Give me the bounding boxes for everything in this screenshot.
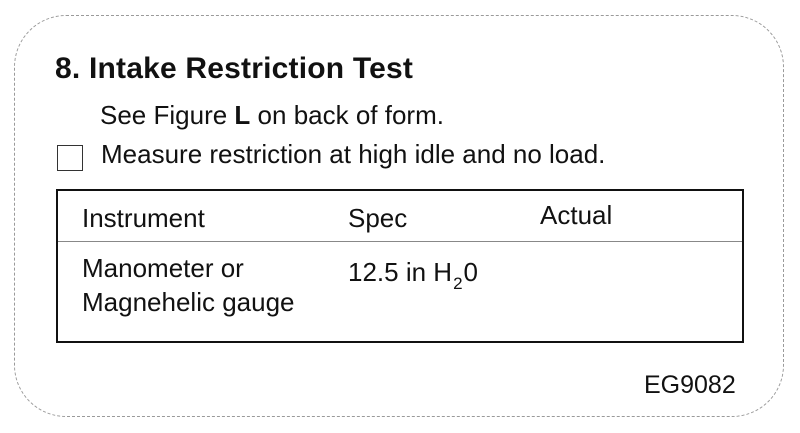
- figure-reference: [100, 100, 444, 131]
- header-spec: Spec: [348, 203, 408, 233]
- header-instrument: Instrument: [82, 203, 205, 233]
- instrument-line-2: Magnehelic gauge: [82, 287, 295, 317]
- form-code: EG9082: [644, 371, 736, 399]
- spec-value: [348, 255, 478, 293]
- header-actual: Actual: [540, 200, 613, 230]
- spec-main: 12.5 in H: [348, 257, 453, 287]
- instrument-line-1: Manometer or: [82, 253, 244, 283]
- measure-instruction: Measure restriction at high idle and no load.: [101, 139, 606, 169]
- spec-tail: 0: [463, 257, 479, 287]
- measure-checkbox[interactable]: [57, 145, 83, 171]
- instrument-value: [82, 251, 295, 319]
- see-prefix: See Figure: [100, 100, 228, 130]
- see-suffix: on back of form.: [257, 100, 444, 130]
- figure-letter: L: [234, 100, 251, 130]
- section-title: 8. Intake Restriction Test: [55, 52, 414, 85]
- actual-value-field[interactable]: [540, 255, 720, 315]
- spec-table: [56, 189, 744, 343]
- header-divider: [58, 241, 742, 242]
- spec-subscript: 2: [453, 274, 463, 293]
